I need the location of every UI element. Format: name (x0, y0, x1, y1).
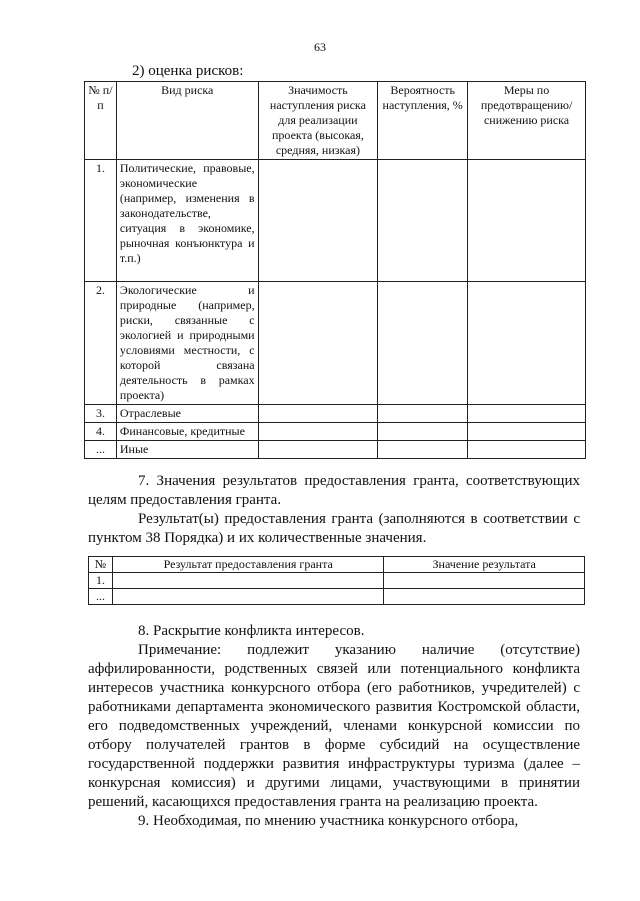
table-header-row (89, 557, 585, 573)
risk-section-heading: 2) оценка рисков: (132, 63, 244, 79)
probability-cell (378, 423, 468, 441)
table-row (85, 405, 586, 423)
row-number: ... (89, 589, 113, 605)
significance-cell (258, 405, 378, 423)
row-number: 4. (85, 423, 117, 441)
section7-paragraph: 7. Значения результатов предоставления гранта, соответствующих целям предоставления гранта. (88, 473, 580, 508)
significance-cell (258, 441, 378, 459)
table-row (85, 282, 586, 405)
row-number: 3. (85, 405, 117, 423)
column-header-probability: Вероятность наступления, % (378, 82, 468, 160)
measures-cell (468, 282, 586, 405)
value-cell (384, 589, 585, 605)
result-cell (112, 589, 383, 605)
section9-text: 9. Необходимая, по мнению участника конкурсного отбора, (138, 813, 519, 829)
risk-type-cell: Экологические и природные (например, риски, связанные с экологией и природными условиями местности, с которой связана деятельность в рамках проекта) (116, 282, 258, 405)
column-header-risk-type: Вид риска (116, 82, 258, 160)
risk-type-cell: Иные (116, 441, 258, 459)
table-row (85, 160, 586, 282)
table-header-row (85, 82, 586, 160)
column-header-result: Результат предоставления гранта (112, 557, 383, 573)
column-header-value: Значение результата (384, 557, 585, 573)
section7-results-paragraph: Результат(ы) предоставления гранта (заполняются в соответствии с пунктом 38 Порядка) и их количественные значения. (88, 511, 580, 546)
measures-cell (468, 160, 586, 282)
measures-cell (468, 441, 586, 459)
significance-cell (258, 160, 378, 282)
risk-type-cell: Политические, правовые, экономические (например, изменения в законодательстве, ситуация в экономике, рыночная конъюнктура и т.п.) (116, 160, 258, 282)
column-header-number: № п/п (85, 82, 117, 160)
result-cell (112, 573, 383, 589)
row-number: 1. (85, 160, 117, 282)
table-row (85, 423, 586, 441)
probability-cell (378, 441, 468, 459)
probability-cell (378, 405, 468, 423)
risk-assessment-table (84, 81, 586, 459)
table-row (89, 589, 585, 605)
row-number: 2. (85, 282, 117, 405)
section8-title: 8. Раскрытие конфликта интересов. (138, 623, 365, 639)
section8-note: Примечание: подлежит указанию наличие (отсутствие) аффилированности, родственных связей или потенциального конфликта интересов участника конкурсного отбора (его работников, учредителей) с работниками департамента экономического развития Костромской области, его подведомственных учреждений, членами конкурсной комиссии по отбору получателей грантов в форме субсидий на осуществление государственной поддержки развития инфраструктуры туризма (далее – конкурсная комиссия) и другими лицами, участвующими в принятии решений, касающихся предоставления гранта на реализацию проекта. (88, 642, 580, 810)
column-header-measures: Меры по предотвращению/ снижению риска (468, 82, 586, 160)
probability-cell (378, 282, 468, 405)
probability-cell (378, 160, 468, 282)
column-header-number: № (89, 557, 113, 573)
column-header-significance: Значимость наступления риска для реализации проекта (высокая, средняя, низкая) (258, 82, 378, 160)
risk-type-cell: Отраслевые (116, 405, 258, 423)
grant-results-table (88, 556, 585, 605)
measures-cell (468, 423, 586, 441)
significance-cell (258, 282, 378, 405)
risk-type-cell: Финансовые, кредитные (116, 423, 258, 441)
measures-cell (468, 405, 586, 423)
row-number: 1. (89, 573, 113, 589)
significance-cell (258, 423, 378, 441)
page-number: 63 (314, 40, 326, 54)
table-row (89, 573, 585, 589)
table-row (85, 441, 586, 459)
row-number: ... (85, 441, 117, 459)
value-cell (384, 573, 585, 589)
